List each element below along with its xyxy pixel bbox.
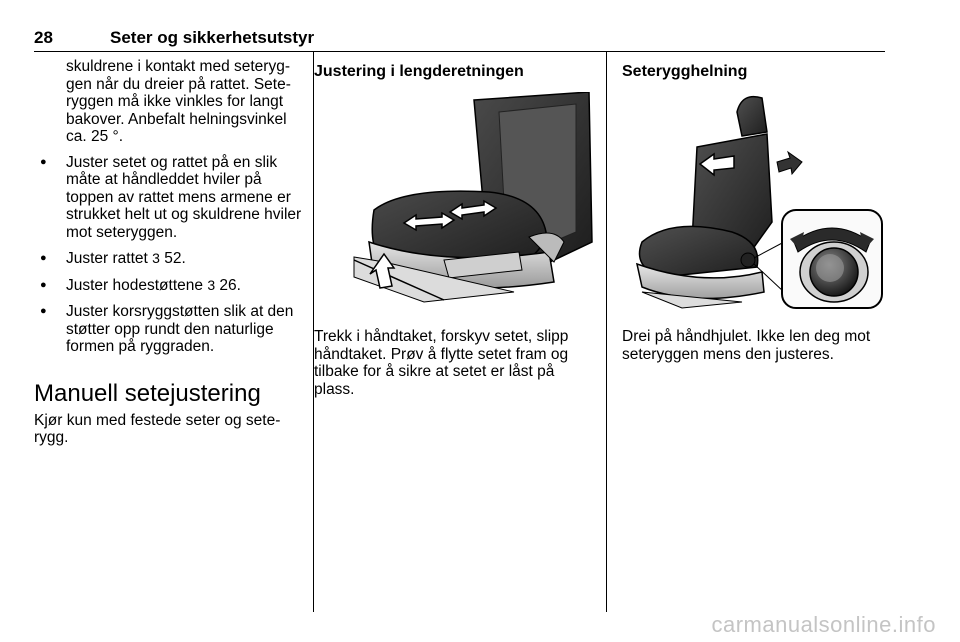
column-3 bbox=[622, 62, 884, 363]
tilt-back-arrow-icon bbox=[777, 152, 802, 174]
list-item bbox=[34, 250, 302, 268]
seat-longitudinal-illustration bbox=[314, 92, 594, 310]
figure-caption: Trekk i håndtaket, forskyv setet, slipp håndtaket. Prøv å flytte setet fram og tilbake for å sikre at setet er låst på plass. bbox=[314, 328, 569, 398]
handwheel-detail bbox=[782, 210, 882, 308]
page-ref-arrow-icon: 3 bbox=[207, 276, 216, 293]
list-item bbox=[34, 303, 302, 356]
column-1 bbox=[34, 58, 302, 447]
bullet-text: Juster korsryggstøtten slik at den støtter opp rundt den naturlige formen på ryggraden. bbox=[66, 303, 294, 355]
watermark: carmanualsonline.info bbox=[711, 612, 936, 637]
list-item bbox=[34, 277, 302, 295]
subsection-heading: Justering i lengderetningen bbox=[314, 63, 524, 80]
section-heading: Manuell setejustering bbox=[34, 379, 261, 407]
bullet-list bbox=[34, 154, 302, 356]
bullet-text: Juster setet og rattet på en slik måte at håndleddet hviler på toppen av rattet mens armene er strukket helt ut og skuldrene hviler mot seteryggen. bbox=[66, 153, 302, 241]
page-number: 28 bbox=[34, 28, 53, 47]
header-divider bbox=[34, 51, 885, 52]
subsection-heading: Seterygghelning bbox=[622, 63, 748, 80]
section-paragraph: Kjør kun med festede seter og seterygg. bbox=[34, 411, 281, 446]
list-item bbox=[34, 154, 302, 242]
seat-backrest-illustration bbox=[622, 92, 884, 310]
page-header bbox=[34, 28, 885, 50]
bullet-text: Juster hodestøttene bbox=[66, 276, 203, 294]
page-ref-arrow-icon: 3 bbox=[152, 250, 160, 266]
bullet-text: Juster rattet bbox=[66, 250, 148, 267]
page-ref-link[interactable]: 26. bbox=[219, 276, 241, 294]
page-ref-link[interactable]: 52. bbox=[164, 250, 186, 267]
header-title: Seter og sikkerhetsutstyr bbox=[110, 28, 315, 47]
continuation-paragraph: skuldrene i kontakt med seteryggen når du dreier på rattet. Seteryggen må ikke vinkles for langt bakover. Anbefalt helningsvinkel ca. 25 °. bbox=[66, 58, 291, 145]
column-2 bbox=[314, 62, 594, 398]
column-divider-2 bbox=[606, 52, 607, 612]
figure-caption: Drei på håndhjulet. Ikke len deg mot seteryggen mens den justeres. bbox=[622, 328, 871, 363]
